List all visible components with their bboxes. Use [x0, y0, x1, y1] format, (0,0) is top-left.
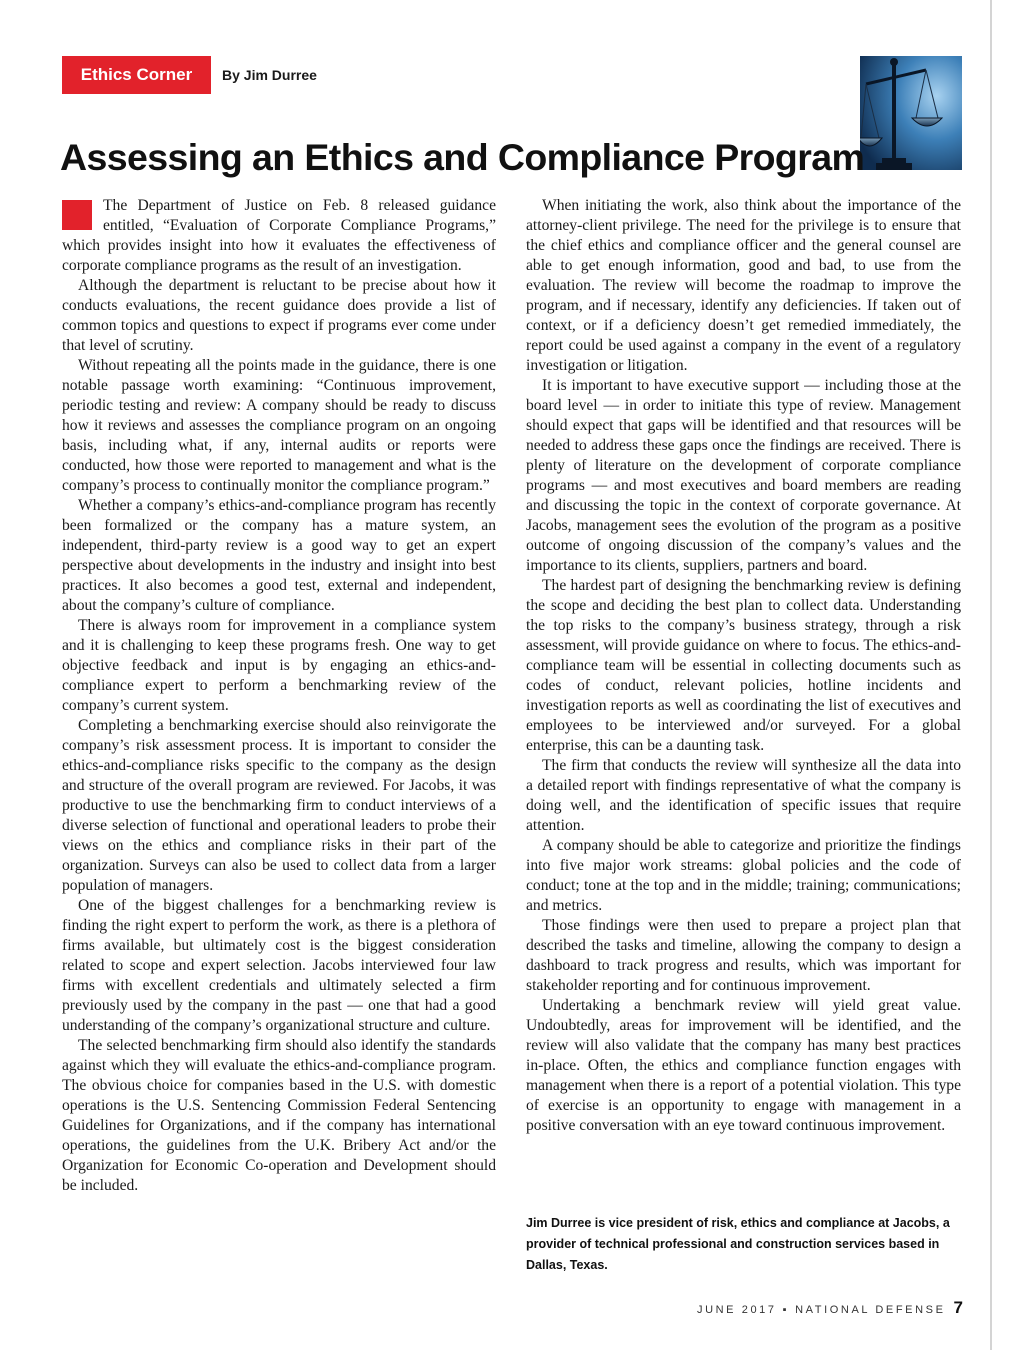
section-tag: Ethics Corner	[62, 56, 211, 94]
body-paragraph: Without repeating all the points made in the guidance, there is one notable passage worth examining: “Continuous improvement, periodic testing and review: A company should be ready to discuss how it reviews and assesses the compliance program on an ongoing basis, including what, if any, internal audits or reports were conducted, how those were reported to management and what is the company’s process to continually monitor the compliance program.”	[62, 357, 496, 494]
body-paragraph: Although the department is reluctant to be precise about how it conducts evaluations, the recent guidance does provide a list of common topics and questions to expect if programs ever come under that level of scrutiny.	[62, 277, 496, 354]
issue-date: JUNE 2017	[696, 1304, 777, 1316]
author-bio: Jim Durree is vice president of risk, ethics and compliance at Jacobs, a provider of technical professional and construction services based in Dallas, Texas.	[526, 1216, 950, 1272]
body-paragraph: Whether a company’s ethics-and-compliance program has recently been formalized or the company has a mature system, an independent, third-party review is a good way to get an expert perspective about developments in the industry and insight into best practices. It also becomes a good test, external and independent, about the company’s culture of compliance.	[62, 497, 496, 614]
body-paragraph: A company should be able to categorize and prioritize the findings into five major work streams: global policies and the code of conduct; tone at the top and in the middle; training; communications; and metrics.	[526, 837, 961, 914]
body-paragraph: There is always room for improvement in a compliance system and it is challenging to keep these programs fresh. One way to get objective feedback and input is by engaging an ethics-and-compliance expert to perform a benchmarking review of the company’s current system.	[62, 617, 496, 714]
body-paragraph: The hardest part of designing the benchmarking review is defining the scope and deciding the best plan to collect data. Understanding the top risks to the company’s business strategy, through a risk assessment, will provide guidance on where to focus. The ethics-and-compliance team will be essential in collecting documents such as codes of conduct, relevant policies, hotline incidents and investigation reports as well as coordinating the list of executives and employees to be interviewed and/or surveyed. For a global enterprise, this can be a daunting task.	[526, 577, 961, 754]
scales-of-justice-image	[860, 56, 962, 170]
body-paragraph: The Department of Justice on Feb. 8 released guidance entitled, “Evaluation of Corporate Compliance Programs,” which provides insight into how it evaluates the effectiveness of corporate compliance programs as the result of an investigation.	[62, 197, 496, 274]
article-body-left-column	[62, 196, 496, 1196]
body-paragraph: The selected benchmarking firm should also identify the standards against which they will evaluate the ethics-and-compliance program. The obvious choice for companies based in the U.S. with domestic operations is the U.S. Sentencing Commission Federal Sentencing Guidelines for Organizations, and if the company has international operations, the guidelines from the U.K. Bribery Act and/or the Organization for Economic Co-operation and Development should be included.	[62, 1037, 496, 1194]
body-paragraph: When initiating the work, also think about the importance of the attorney-client privilege. The need for the privilege is to ensure that the chief ethics and compliance officer and the general counsel are able to get enough information, good and bad, to use from the evaluation. The review will become the roadmap to improve the program, and if necessary, identify any deficiencies. If taken out of context, or if a deficiency doesn’t get remedied immediately, the report could be used against a company in the event of a regulatory investigation or litigation.	[526, 197, 961, 374]
page-number: 7	[953, 1298, 963, 1317]
body-paragraph: It is important to have executive support — including those at the board level — in order to initiate this type of review. Management should expect that gaps will be identified and that resources will be needed to address these gaps once the findings are received. There is plenty of literature on the development of corporate compliance programs — and most executives and board members are reading and discussing the topic in the context of corporate governance. At Jacobs, management sees the evolution of the program as a positive outcome of ongoing discussion of the company’s values and the importance to its clients, suppliers, partners and board.	[526, 377, 961, 574]
body-paragraph: Undertaking a benchmark review will yield great value. Undoubtedly, areas for improvement will be identified, and the review will also validate that the company has many best practices in-place. Often, the ethics and compliance function engages with management when there is a report of a potential violation. This type of exercise is an opportunity to engage with management in a positive conversation with an eye toward continuous improvement.	[526, 997, 961, 1134]
publication-name: NATIONAL DEFENSE	[795, 1304, 946, 1316]
body-paragraph: Those findings were then used to prepare a project plan that described the tasks and timeline, allowing the company to design a dashboard to track progress and results, which was important for stakeholder reporting and for continuous improvement.	[526, 917, 961, 994]
body-paragraph: The firm that conducts the review will synthesize all the data into a detailed report with findings representative of what the company is doing well, and the identification of specific issues that require attention.	[526, 757, 961, 834]
footer-separator: ▪	[782, 1304, 790, 1316]
article-header	[62, 56, 317, 94]
article-body-right-column	[526, 196, 961, 1136]
page-edge-divider	[990, 0, 992, 1350]
body-paragraph: One of the biggest challenges for a benchmarking review is finding the right expert to perform the work, as there is a plethora of firms available, but ultimately cost is the biggest consideration related to scope and expert selection. Jacobs interviewed four law firms with excellent credentials and ultimately selected a firm previously used by the company in the past — one that had a good understanding of the company’s organizational structure and culture.	[62, 897, 496, 1034]
red-square-marker-icon	[62, 200, 92, 230]
page-footer	[697, 1298, 963, 1318]
article-title: Assessing an Ethics and Compliance Program	[60, 136, 865, 178]
body-paragraph: Completing a benchmarking exercise should also reinvigorate the company’s risk assessment process. It is important to consider the ethics-and-compliance risks specific to the company as the design and structure of the overall program are reviewed. For Jacobs, it was productive to use the benchmarking firm to conduct interviews of a diverse selection of functional and operational leaders to probe their views on the ethics and compliance risks in their part of the organization. Surveys can also be used to collect data from a larger population of managers.	[62, 717, 496, 894]
byline: By Jim Durree	[222, 67, 317, 83]
